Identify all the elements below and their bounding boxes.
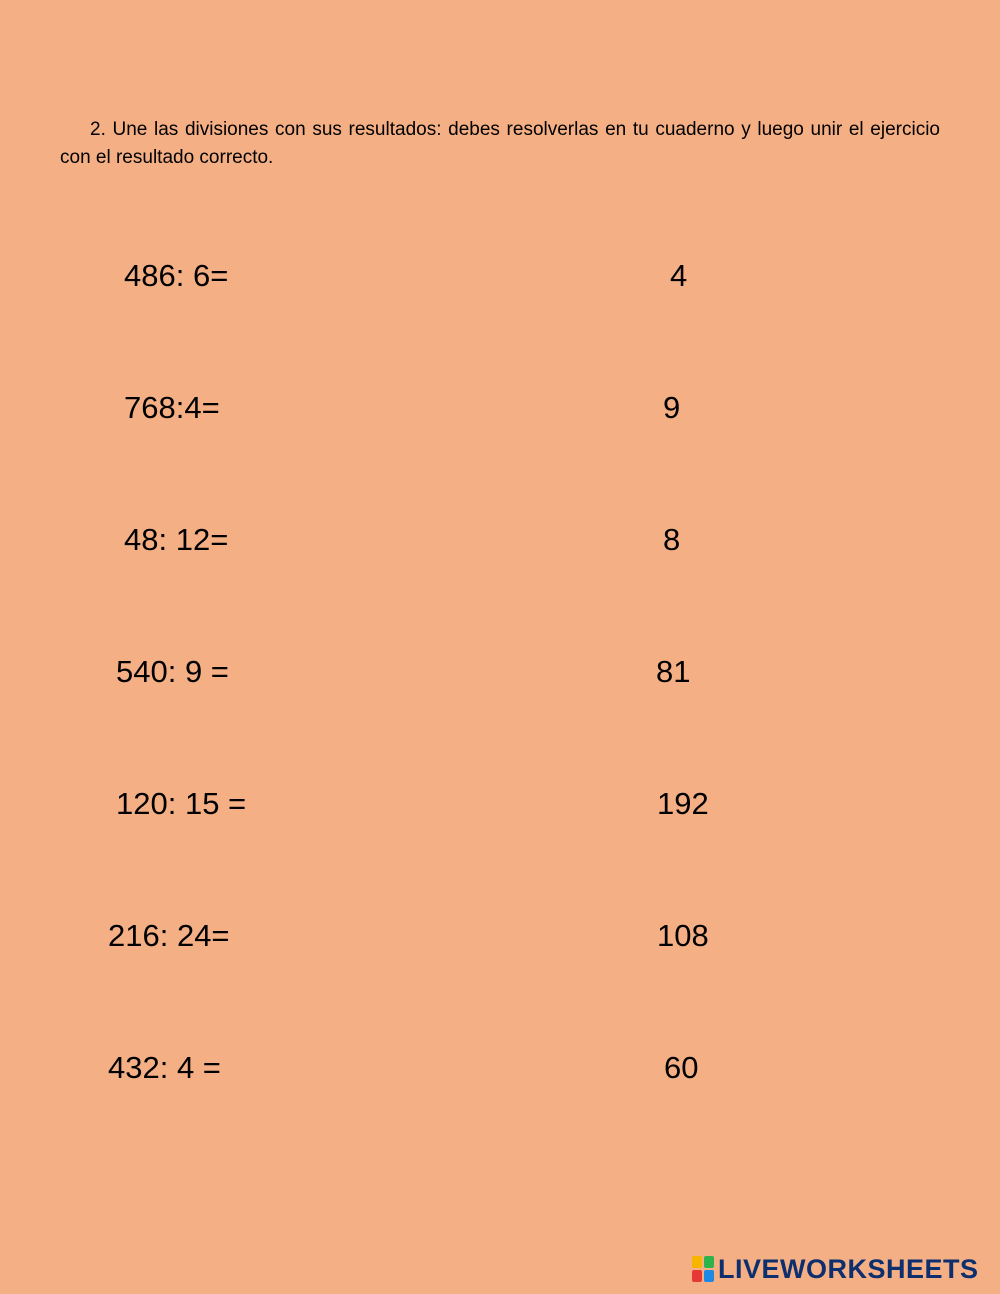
liveworksheets-logo-icon bbox=[692, 1256, 714, 1282]
exercise-2: 768:4= bbox=[124, 390, 220, 425]
result-1: 4 bbox=[670, 258, 688, 293]
logo-square-blue bbox=[704, 1270, 714, 1282]
result-6: 108 bbox=[657, 918, 709, 953]
exercise-4: 540: 9 = bbox=[116, 654, 229, 689]
brand-name: LIVEWORKSHEETS bbox=[718, 1253, 979, 1284]
exercise-7: 432: 4 = bbox=[108, 1050, 221, 1085]
exercise-3: 48: 12= bbox=[124, 522, 229, 557]
logo-square-yellow bbox=[692, 1256, 702, 1268]
result-4: 81 bbox=[656, 654, 691, 689]
exercise-5: 120: 15 = bbox=[116, 786, 247, 821]
exercise-1: 486: 6= bbox=[124, 258, 229, 293]
result-2: 9 bbox=[663, 390, 681, 425]
instructions-text: 2. Une las divisiones con sus resultados: debes resolverlas en tu cuaderno y luego unir el ejercicio con el resultado correcto. bbox=[60, 119, 940, 168]
exercise-6: 216: 24= bbox=[108, 918, 230, 953]
result-7: 60 bbox=[664, 1050, 699, 1085]
logo-square-green bbox=[704, 1256, 714, 1268]
result-5: 192 bbox=[657, 786, 709, 821]
result-3: 8 bbox=[663, 522, 681, 557]
logo-square-red bbox=[692, 1270, 702, 1282]
liveworksheets-brand bbox=[692, 1253, 979, 1285]
